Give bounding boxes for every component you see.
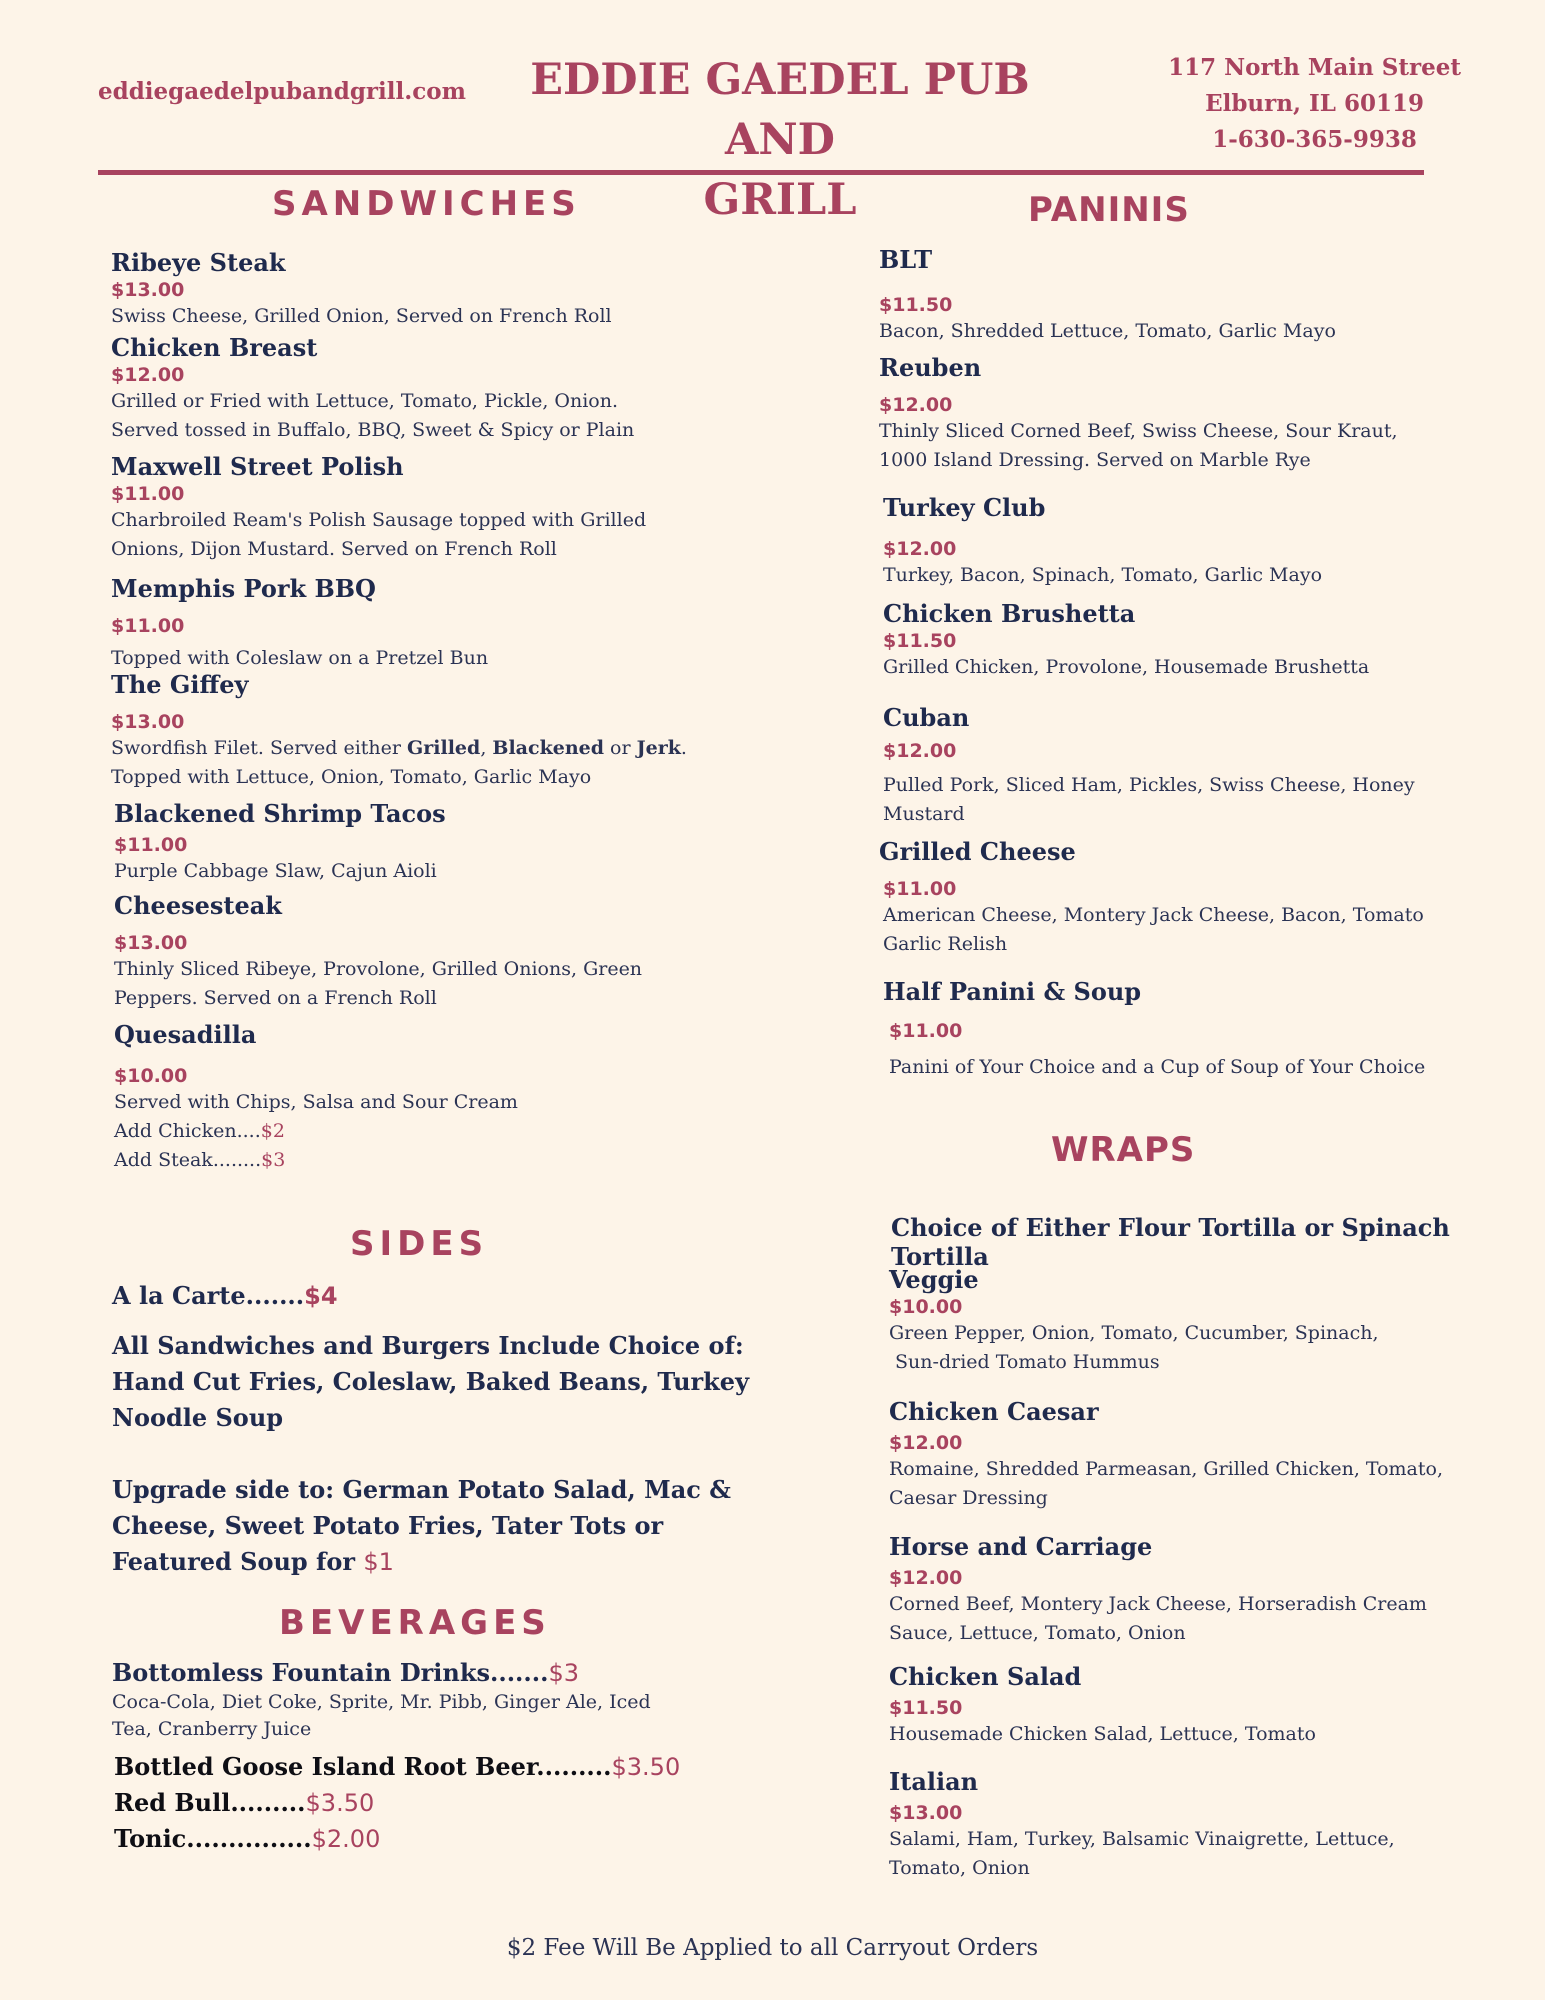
addon-price: $3 [261, 1149, 286, 1171]
menu-item-blt [879, 245, 1519, 346]
item-description-line-1: Salami, Ham, Turkey, Balsamic Vinaigrette, Lettuce, [889, 1828, 1395, 1850]
item-name: Reuben [879, 353, 982, 382]
menu-item-chicken-breast [111, 333, 751, 445]
item-price: $12.00 [879, 394, 953, 416]
beverage-tonic [114, 1824, 380, 1854]
item-description-line-1: Thinly Sliced Ribeye, Provolone, Grilled Onions, Green [114, 958, 643, 980]
menu-item-grilled-cheese [879, 837, 1519, 959]
item-description: Served with Chips, Salsa and Sour Cream [114, 1091, 518, 1113]
alacarte-price: $4 [304, 1282, 338, 1310]
menu-item-italian [889, 1767, 1529, 1883]
item-description-line-1: Grilled or Fried with Lettuce, Tomato, Pickle, Onion. [111, 390, 619, 412]
addon-price: $2 [260, 1120, 285, 1142]
item-description: Swiss Cheese, Grilled Onion, Served on French Roll [111, 305, 612, 327]
addon-chicken [114, 1117, 754, 1146]
beverage-description-line-1: Coca-Cola, Diet Coke, Sprite, Mr. Pibb, Ginger Ale, Iced [112, 1691, 651, 1713]
item-description-line-1: Pulled Pork, Sliced Ham, Pickles, Swiss Cheese, Honey [883, 774, 1415, 796]
menu-item-half-panini-soup [883, 977, 1523, 1082]
item-price: $11.00 [883, 878, 957, 900]
website-url[interactable]: eddiegaedelpubandgrill.com [98, 78, 466, 105]
item-price: $11.00 [111, 615, 185, 637]
item-name: Cheesesteak [114, 891, 282, 920]
item-description: Grilled Chicken, Provolone, Housemade Brushetta [883, 656, 1370, 678]
item-description-line-2: Caesar Dressing [889, 1487, 1048, 1509]
menu-item-chicken-salad [889, 1662, 1529, 1749]
beverage-price: $2.00 [311, 1825, 381, 1853]
item-name: Ribeye Steak [111, 248, 286, 277]
item-description-line-1: American Cheese, Montery Jack Cheese, Bacon, Tomato [883, 904, 1424, 926]
section-title-wraps: WRAPS [1051, 1130, 1196, 1170]
sides-included [112, 1328, 752, 1436]
item-description-line-1: Thinly Sliced Corned Beef, Swiss Cheese, Sour Kraut, [879, 420, 1398, 442]
section-title-sandwiches: SANDWICHES [272, 184, 581, 224]
item-name: Half Panini & Soup [883, 977, 1142, 1006]
item-description-line-1: Green Pepper, Onion, Tomato, Cucumber, Spinach, [889, 1322, 1379, 1344]
item-name: BLT [879, 245, 933, 274]
address-block [1168, 50, 1461, 158]
menu-item-blackened-shrimp-tacos [114, 799, 754, 886]
sides-alacarte [112, 1278, 338, 1314]
sides-included-line-3: Noodle Soup [112, 1403, 284, 1432]
sides-upgrade-line-3 [112, 1544, 752, 1580]
item-description-line-2: Topped with Lettuce, Onion, Tomato, Garlic Mayo [111, 766, 592, 788]
separator: , [480, 737, 493, 759]
item-price: $10.00 [114, 1065, 188, 1087]
item-description-line-2: Onions, Dijon Mustard. Served on French Roll [111, 538, 557, 560]
upgrade-text: Featured Soup for [112, 1547, 364, 1576]
menu-item-memphis-pork-bbq [111, 574, 751, 673]
item-price: $11.50 [879, 294, 953, 316]
wraps-subtitle: Choice of Either Flour Tortilla or Spinach Tortilla [891, 1213, 1450, 1271]
item-name: Horse and Carriage [889, 1532, 1153, 1561]
beverage-label: Bottomless Fountain Drinks....... [112, 1658, 549, 1687]
beverage-name [112, 1658, 772, 1688]
item-price: $13.00 [111, 711, 185, 733]
item-name: Grilled Cheese [879, 837, 1076, 866]
menu-item-turkey-club [883, 493, 1523, 590]
item-description: Panini of Your Choice and a Cup of Soup of Your Choice [889, 1056, 1426, 1078]
item-description: Housemade Chicken Salad, Lettuce, Tomato [889, 1723, 1316, 1745]
item-description-line-2: Mustard [883, 803, 965, 825]
item-price: $13.00 [889, 1802, 963, 1824]
item-description-line-1: Corned Beef, Montery Jack Cheese, Horseradish Cream [889, 1593, 1427, 1615]
item-description: Purple Cabbage Slaw, Cajun Aioli [114, 860, 437, 882]
title-line-2: GRILL [703, 175, 857, 225]
beverage-label: Tonic............... [114, 1824, 312, 1853]
sides-upgrade-line-2: Cheese, Sweet Potato Fries, Tater Tots or [112, 1511, 664, 1540]
section-title-paninis: PANINIS [1028, 190, 1190, 230]
beverage-description-line-2: Tea, Cranberry Juice [112, 1718, 312, 1740]
option-grilled: Grilled [407, 737, 481, 759]
addon-label: Add Steak........ [114, 1149, 262, 1171]
item-description-line-1 [111, 734, 771, 763]
item-description-line-2: Sun-dried Tomato Hummus [889, 1351, 1160, 1373]
address-city: Elburn, IL 60119 [1205, 90, 1424, 117]
item-price: $12.00 [883, 740, 957, 762]
item-price: $11.00 [111, 483, 185, 505]
item-price: $12.00 [111, 364, 185, 386]
item-name: Chicken Breast [111, 333, 318, 362]
item-price: $12.00 [889, 1567, 963, 1589]
menu-item-veggie [889, 1265, 1529, 1377]
description-text: Swordfish Filet. Served either [111, 737, 408, 759]
beverage-price: $3.50 [305, 1789, 375, 1817]
item-description-line-1: Romaine, Shredded Parmeasan, Grilled Chicken, Tomato, [889, 1458, 1443, 1480]
item-name: Italian [889, 1767, 979, 1796]
sides-included-line-1: All Sandwiches and Burgers Include Choice of: [112, 1331, 744, 1360]
item-name: Maxwell Street Polish [111, 452, 404, 481]
addon-label: Add Chicken.... [114, 1120, 261, 1142]
item-description-line-2: Garlic Relish [883, 933, 1008, 955]
phone-number: 1-630-365-9938 [1212, 126, 1417, 153]
upgrade-price: $1 [363, 1548, 394, 1576]
item-price: $11.00 [889, 1020, 963, 1042]
beverage-label: Red Bull......... [114, 1788, 306, 1817]
option-jerk: Jerk [636, 737, 681, 759]
item-name: Veggie [889, 1265, 979, 1294]
menu-item-quesadilla [114, 1020, 754, 1175]
separator: or [604, 737, 637, 759]
beverage-fountain-drinks [112, 1658, 772, 1744]
option-blackened: Blackened [492, 737, 605, 759]
menu-item-reuben [879, 353, 1519, 475]
item-name: Chicken Caesar [889, 1397, 1099, 1426]
beverage-label: Bottled Goose Island Root Beer......... [114, 1752, 612, 1781]
menu-item-cheesesteak [114, 891, 754, 1013]
sides-upgrade-line-1: Upgrade side to: German Potato Salad, Mac & [112, 1475, 731, 1504]
item-description-line-2: Served tossed in Buffalo, BBQ, Sweet & Spicy or Plain [111, 419, 635, 441]
beverage-price: $3.50 [611, 1753, 681, 1781]
sides-upgrade [112, 1472, 752, 1580]
item-name: Turkey Club [883, 493, 1046, 522]
item-description: Topped with Coleslaw on a Pretzel Bun [111, 647, 489, 669]
item-name: Chicken Brushetta [883, 599, 1136, 628]
item-name: Quesadilla [114, 1020, 257, 1049]
menu-item-maxwell-street-polish [111, 452, 751, 564]
item-price: $12.00 [883, 538, 957, 560]
item-name: Memphis Pork BBQ [111, 574, 376, 603]
item-price: $12.00 [889, 1432, 963, 1454]
title-line-1: EDDIE GAEDEL PUB AND [530, 55, 1030, 165]
sides-included-line-2: Hand Cut Fries, Coleslaw, Baked Beans, Turkey [112, 1367, 750, 1396]
section-title-beverages: BEVERAGES [279, 1603, 551, 1643]
header-divider [98, 170, 1424, 175]
addon-steak [114, 1146, 754, 1175]
alacarte-label: A la Carte....... [112, 1281, 305, 1310]
item-price: $13.00 [111, 279, 185, 301]
item-description: Bacon, Shredded Lettuce, Tomato, Garlic Mayo [879, 320, 1336, 342]
item-description: Turkey, Bacon, Spinach, Tomato, Garlic Mayo [883, 564, 1323, 586]
menu-item-horse-and-carriage [889, 1532, 1529, 1648]
menu-item-the-giffey [111, 670, 771, 792]
beverage-red-bull [114, 1788, 374, 1818]
menu-item-cuban [883, 703, 1523, 829]
beverage-price: $3 [548, 1659, 580, 1687]
beverage-root-beer [114, 1752, 680, 1782]
item-name: The Giffey [111, 670, 249, 699]
description-end: . [680, 737, 687, 759]
item-price: $11.00 [114, 834, 188, 856]
menu-item-chicken-caesar [889, 1397, 1529, 1513]
item-price: $11.50 [889, 1697, 963, 1719]
item-price: $13.00 [114, 932, 188, 954]
section-title-sides: SIDES [350, 1224, 489, 1264]
menu-item-chicken-brushetta [883, 599, 1523, 682]
item-description-line-2: 1000 Island Dressing. Served on Marble Rye [879, 449, 1311, 471]
item-price: $10.00 [889, 1296, 963, 1318]
address-street: 117 North Main Street [1168, 54, 1461, 81]
item-price: $11.50 [883, 630, 957, 652]
item-description-line-1: Charbroiled Ream's Polish Sausage topped with Grilled [111, 509, 647, 531]
carryout-fee-note: $2 Fee Will Be Applied to all Carryout Orders [506, 1935, 1039, 1961]
menu-item-ribeye-steak [111, 248, 731, 331]
item-description-line-2: Sauce, Lettuce, Tomato, Onion [889, 1622, 1186, 1644]
item-description-line-2: Peppers. Served on a French Roll [114, 987, 437, 1009]
item-name: Cuban [883, 703, 970, 732]
item-name: Chicken Salad [889, 1662, 1082, 1691]
item-name: Blackened Shrimp Tacos [114, 799, 446, 828]
item-description-line-2: Tomato, Onion [889, 1857, 1030, 1879]
